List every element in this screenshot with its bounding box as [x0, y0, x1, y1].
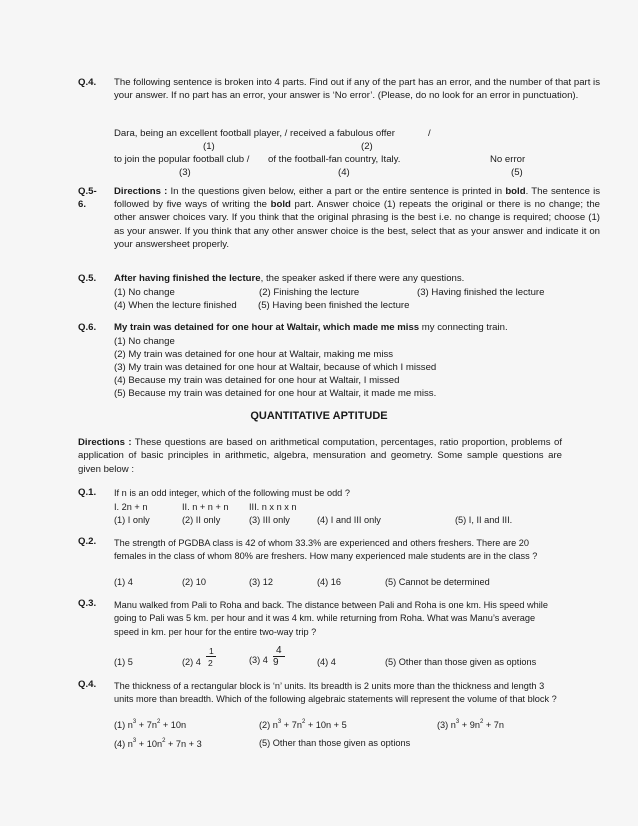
option-1: (1) No change: [114, 336, 175, 347]
question-number: Q.5.: [78, 273, 97, 284]
option-3-whole: (3) 4: [249, 655, 268, 665]
option-5: (5) Cannot be determined: [385, 577, 490, 587]
option-3-numerator: 4: [276, 645, 282, 656]
directions-t3: part. Answer choice (1) repeats the original or there is no change; the other answer choices vary. If you think that the original phrasing is the best i.e. no change is required; choose (1) as your answer. If you think that any other answer choice is the best, select that as your answer and indicate it on your answersheet properly.: [114, 199, 601, 250]
question-number: Q.6.: [78, 322, 97, 333]
option-3: (3) My train was detained for one hour at Waltair, because of which I missed: [114, 362, 437, 373]
label-p1: (1): [203, 141, 215, 152]
question-text: [114, 321, 600, 334]
option-2: (2) $n^3 + 7n^2 + 10n + 5$: [259, 719, 347, 730]
section-title: QUANTITATIVE APTITUDE: [250, 410, 388, 422]
question-number: Q.4.: [78, 77, 97, 88]
option-1: (1) 4: [114, 577, 133, 587]
question-text: The following sentence is broken into 4 parts. Find out if any of the part has an error, and the number of that part is your answer. If no part has an error, your answer is ‘No error’. (Please, do no look for an error in punctuation).: [114, 77, 600, 102]
question-text: The thickness of a rectangular block is ‘n’ units. Its breadth is 2 units more than the thickness and length 3 units more than breadth. Which of the following algebraic statements will represent the volume of that block ?: [114, 681, 557, 705]
option-2-whole: (2) 4: [182, 657, 201, 667]
directions-text: These questions are based on arithmetical computation, percentages, ratio proportion, problems of application of basic principles in arithmetic, algebra, mensuration and geometry. Some sample questions are given below :: [78, 437, 562, 475]
option-5: (5) Other than those given as options: [385, 657, 537, 667]
sentence-part-3: to join the popular football club /: [114, 154, 250, 165]
option-4: (4) When the lecture finished: [114, 300, 237, 311]
question-number: Q.2.: [78, 536, 97, 547]
slash: /: [428, 128, 431, 139]
option-3: (3) Having finished the lecture: [417, 287, 545, 298]
fraction-bar: [206, 656, 216, 657]
directions-label: Directions :: [78, 437, 132, 448]
label-p5: (5): [511, 167, 523, 178]
question-number: Q.4.: [78, 679, 97, 690]
bold-part: After having finished the lecture: [114, 273, 261, 284]
sentence-part-4: of the football-fan country, Italy.: [268, 154, 401, 165]
option-1: (1) I only: [114, 515, 150, 525]
directions-t1: In the questions given below, either a part or the entire sentence is printed in: [170, 186, 503, 197]
question-text: If n is an odd integer, which of the following must be odd ?: [114, 488, 350, 498]
option-3-denominator: 9: [273, 657, 279, 668]
question-text: Manu walked from Pali to Roha and back. The distance between Pali and Roha is one km. His speed while going to Pali was 5 km. per hour and it was 4 km. while returning from Roha. What was Manu’s average speed in km. per hour for the entire two-way trip ?: [114, 600, 548, 637]
expr-1: I. 2n + n: [114, 502, 148, 512]
option-3: (3) III only: [249, 515, 290, 525]
question-rest: , the speaker asked if there were any questions.: [260, 273, 465, 284]
expr-3: III. n x n x n: [249, 502, 297, 512]
bold-word: bold: [270, 199, 291, 211]
question-number: Q.1.: [78, 487, 97, 498]
option-2-denominator: 2: [208, 658, 213, 668]
option-4: (4) I and III only: [317, 515, 381, 525]
question-number: Q.5-6.: [78, 186, 97, 211]
question-rest: my connecting train.: [419, 322, 508, 333]
label-p4: (4): [338, 167, 350, 178]
option-1: (1) $n^3 + 7n^2 + 10n$: [114, 719, 187, 730]
option-2: (2) Finishing the lecture: [259, 287, 360, 298]
option-4: (4) $n^3 + 10n^2 + 7n + 3$: [114, 738, 202, 749]
question-text: [114, 272, 600, 285]
option-5: (5) Having been finished the lecture: [258, 300, 410, 311]
option-4: (4) 4: [317, 657, 336, 667]
option-3: (3) $n^3 + 9n^2 + 7n$: [437, 719, 504, 730]
quant-directions: [78, 436, 562, 476]
question-number: Q.3.: [78, 598, 97, 609]
option-5: (5) I, II and III.: [455, 515, 513, 525]
no-error-label: No error: [490, 154, 526, 165]
option-2: (2) II only: [182, 515, 221, 525]
option-5: (5) Other than those given as options: [259, 738, 411, 748]
option-2: (2) My train was detained for one hour at Waltair, making me miss: [114, 349, 394, 360]
directions-text: [114, 185, 600, 251]
option-4: (4) Because my train was detained for one hour at Waltair, I missed: [114, 375, 400, 386]
option-1: (1) 5: [114, 657, 133, 667]
option-4: (4) 16: [317, 577, 342, 587]
label-p3: (3): [179, 167, 191, 178]
directions-label: Directions :: [114, 186, 168, 197]
option-1: (1) No change: [114, 287, 175, 298]
label-p2: (2): [361, 141, 373, 152]
directions-t2: . The sentence is followed by five ways of writing the: [114, 186, 601, 211]
option-2-numerator: 1: [209, 646, 214, 656]
sentence-part-1-2: Dara, being an excellent football player, / received a fabulous offer: [114, 128, 395, 139]
option-3: (3) 12: [249, 577, 274, 587]
expr-2: II. n + n + n: [182, 502, 229, 512]
option-2: (2) 10: [182, 577, 207, 587]
bold-part: My train was detained for one hour at Waltair, which made me miss: [114, 322, 420, 333]
bold-word: bold: [505, 186, 526, 197]
question-text: The strength of PGDBA class is 42 of whom 33.3% are experienced and others freshers. There are 20 females in the class of whom 80% are freshers. How many experienced male students are in the class ?: [114, 538, 538, 562]
option-5: (5) Because my train was detained for one hour at Waltair, it made me miss.: [114, 388, 437, 399]
